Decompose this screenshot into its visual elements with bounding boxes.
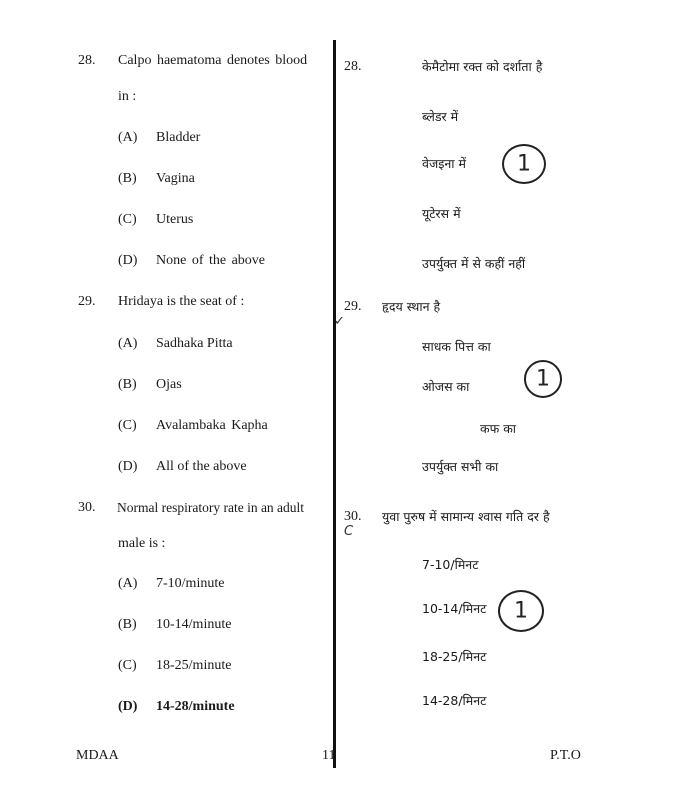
option-text: All of the above <box>156 459 247 474</box>
option-text: 10-14/minute <box>156 617 232 632</box>
option-label: (B) <box>118 171 137 186</box>
question-number: 28. <box>344 59 362 74</box>
option-text: यूटेरस में <box>422 206 461 221</box>
english-column <box>0 0 333 740</box>
option-text: Ojas <box>156 377 182 392</box>
question-number: 30. <box>78 500 96 515</box>
option-text: Uterus <box>156 212 194 227</box>
answer-circle-mark: 1 <box>502 144 546 184</box>
question-number: 29. <box>344 299 362 314</box>
question-text: Normal respiratory rate in an adult <box>117 500 305 515</box>
option-text: None of the above <box>156 253 266 268</box>
option-label: (D) <box>118 459 138 474</box>
option-text: उपर्युक्त सभी का <box>422 459 499 474</box>
question-text: युवा पुरुष में सामान्य श्वास गति दर है <box>382 509 550 524</box>
option-text: 14-28/minute <box>156 699 235 714</box>
option-text: ओजस का <box>422 379 470 394</box>
option-label: (A) <box>118 576 138 591</box>
question-text: केमैटोमा रक्त को दर्शाता है <box>422 59 543 74</box>
option-label: (C) <box>118 418 137 433</box>
question-text: हृदय स्थान है <box>382 299 441 314</box>
page-number: 11 <box>322 748 336 763</box>
pto-note: P.T.O <box>550 748 581 763</box>
option-text: 14-28/मिनट <box>422 693 487 708</box>
option-text: ब्लेडर में <box>422 109 459 124</box>
hindi-column <box>334 0 680 740</box>
answer-circle-mark: 1 <box>524 360 562 398</box>
option-text: उपर्युक्त में से कहीं नहीं <box>422 256 526 271</box>
question-text: Calpo haematoma denotes blood <box>118 53 308 68</box>
option-text: 18-25/मिनट <box>422 649 487 664</box>
option-text: वेजइना में <box>422 156 466 171</box>
paper-code: MDAA <box>76 748 119 763</box>
option-label: (B) <box>118 617 137 632</box>
option-text: 18-25/minute <box>156 658 232 673</box>
option-text: 7-10/minute <box>156 576 225 591</box>
handwritten-letter-mark: C <box>344 524 354 539</box>
handwritten-tick-mark: ✓ <box>334 314 345 329</box>
option-text: Vagina <box>156 171 195 186</box>
option-label: (B) <box>118 377 137 392</box>
option-label: (D) <box>118 253 138 268</box>
question-number: 30. <box>344 509 362 524</box>
option-text: साधक पित्त का <box>422 339 491 354</box>
question-text: Hridaya is the seat of : <box>118 294 245 309</box>
option-text: 7-10/मिनट <box>422 557 479 572</box>
option-label: (A) <box>118 336 138 351</box>
option-text: Avalambaka Kapha <box>156 418 268 433</box>
column-divider <box>333 40 336 768</box>
option-text: कफ का <box>480 421 517 436</box>
option-label: (A) <box>118 130 138 145</box>
answer-circle-mark: 1 <box>498 590 544 632</box>
option-label: (C) <box>118 658 137 673</box>
option-label: (C) <box>118 212 137 227</box>
option-text: Sadhaka Pitta <box>156 336 233 351</box>
question-text: in : <box>118 89 137 104</box>
question-number: 28. <box>78 53 96 68</box>
question-text: male is : <box>118 536 166 551</box>
question-number: 29. <box>78 294 96 309</box>
option-label: (D) <box>118 699 138 714</box>
option-text: 10-14/मिनट <box>422 601 487 616</box>
option-text: Bladder <box>156 130 201 145</box>
